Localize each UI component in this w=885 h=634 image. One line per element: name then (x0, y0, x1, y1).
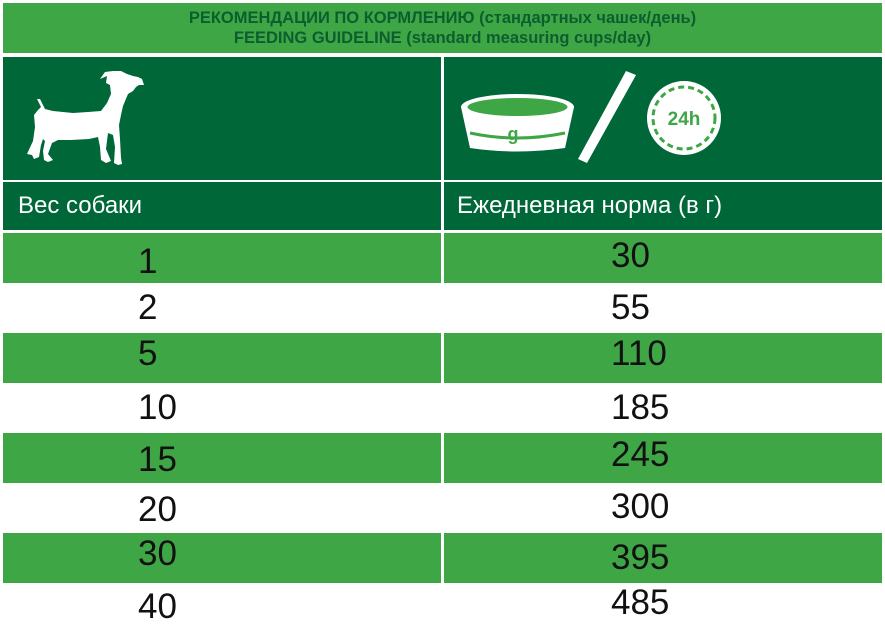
table-row (0, 533, 885, 583)
daily-cell (444, 483, 882, 533)
weight-cell (3, 383, 441, 433)
column-header-weight: Вес собаки (3, 182, 441, 230)
weight-value: 40 (138, 587, 177, 626)
table-row (0, 383, 885, 433)
weight-value: 30 (138, 534, 177, 573)
title-bar (3, 3, 882, 53)
daily-value: 485 (611, 583, 670, 622)
clock-label: 24h (667, 109, 701, 130)
daily-value: 245 (611, 435, 670, 474)
daily-cell (444, 233, 882, 283)
weight-cell (3, 333, 441, 383)
weight-value: 2 (138, 288, 158, 327)
weight-value: 20 (138, 490, 177, 529)
weight-cell (3, 283, 441, 333)
daily-value: 110 (611, 334, 667, 373)
divider-slash-icon (578, 71, 636, 163)
clock-24h-icon (647, 81, 721, 155)
table-row (0, 283, 885, 333)
weight-cell (3, 433, 441, 483)
daily-value: 30 (611, 236, 650, 275)
daily-value: 300 (611, 487, 670, 526)
daily-value: 185 (611, 388, 670, 427)
dog-icon (3, 57, 441, 180)
column-header-daily-norm: Ежедневная норма (в г) (444, 182, 882, 230)
weight-cell (3, 233, 441, 283)
daily-cell (444, 283, 882, 333)
dog-icon-panel (3, 57, 441, 180)
bowl-label: g (507, 124, 519, 144)
weight-cell (3, 583, 441, 633)
ration-icons-panel (444, 57, 882, 180)
daily-cell (444, 383, 882, 433)
weight-value: 5 (138, 334, 158, 373)
daily-cell (444, 333, 882, 383)
table-row (0, 583, 885, 633)
daily-cell (444, 583, 882, 633)
daily-value: 395 (611, 538, 670, 577)
title-english: FEEDING GUIDELINE (standard measuring cups/day) (233, 29, 652, 47)
weight-cell (3, 533, 441, 583)
weight-value: 1 (138, 242, 158, 281)
table-row (0, 333, 885, 383)
daily-value: 55 (611, 288, 650, 327)
daily-cell (444, 533, 882, 583)
bowl-icon (461, 94, 574, 152)
weight-cell (3, 483, 441, 533)
weight-value: 15 (138, 440, 177, 479)
ration-icons (444, 57, 882, 180)
table-row (0, 483, 885, 533)
weight-value: 10 (138, 388, 177, 427)
table-row (0, 233, 885, 283)
daily-cell (444, 433, 882, 483)
title-russian: РЕКОМЕНДАЦИИ ПО КОРМЛЕНИЮ (стандартных чашек/день) (188, 9, 697, 27)
table-row (0, 433, 885, 483)
